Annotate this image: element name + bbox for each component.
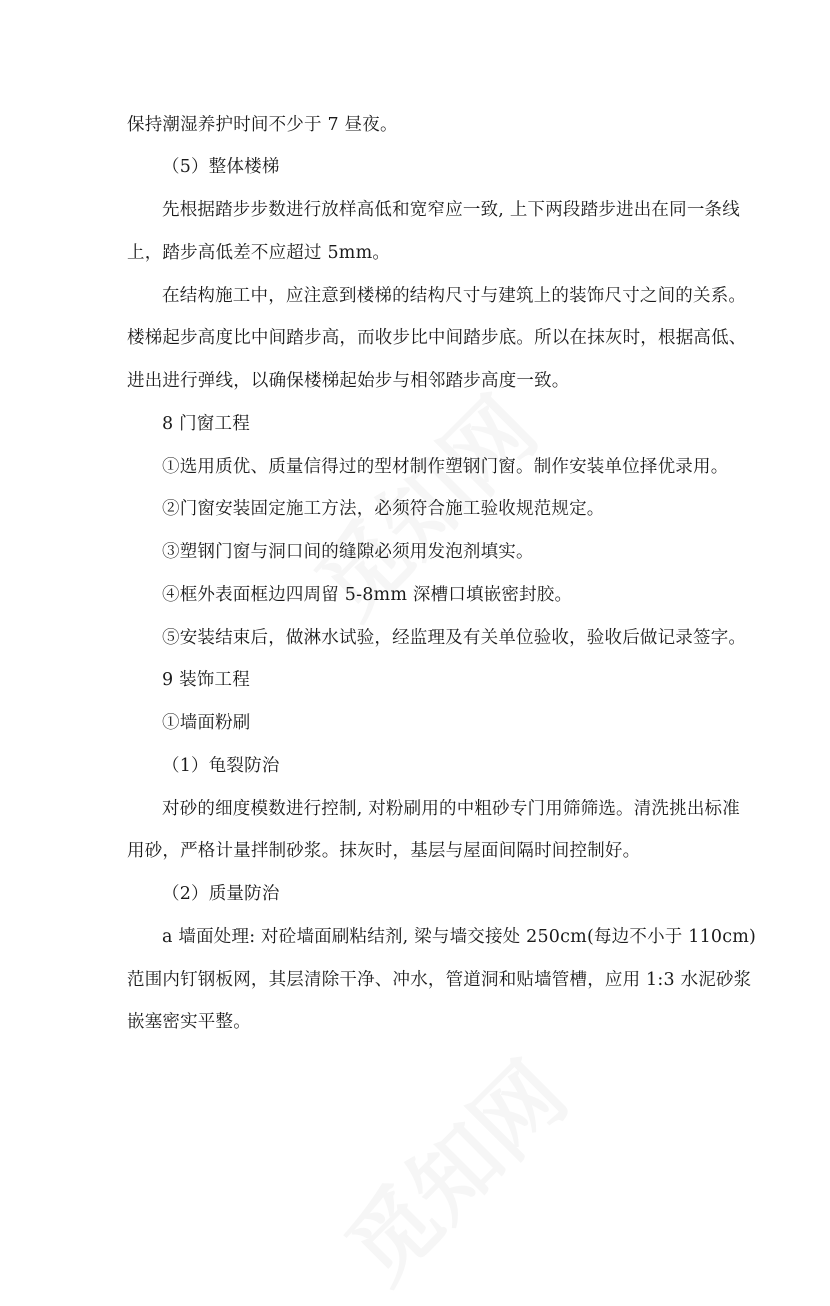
- paragraph-line: 对砂的细度模数进行控制, 对粉刷用的中粗砂专门用筛筛选。清洗挑出标准: [162, 799, 740, 819]
- list-item: ①墙面粉刷: [162, 713, 251, 733]
- paragraph-line: 保持潮湿养护时间不少于 7 昼夜。: [127, 115, 398, 135]
- list-item: ③塑钢门窗与洞口间的缝隙必须用发泡剂填实。: [162, 542, 534, 562]
- paragraph-line: 在结构施工中，应注意到楼梯的结构尺寸与建筑上的装饰尺寸之间的关系。: [162, 286, 747, 306]
- list-item: ①选用质优、质量信得过的型材制作塑钢门窗。制作安装单位择优录用。: [162, 457, 729, 477]
- paragraph-line: 嵌塞密实平整。: [127, 1012, 251, 1032]
- paragraph-line: 进出进行弹线，以确保楼梯起始步与相邻踏步高度一致。: [127, 371, 570, 391]
- subheading: （1）龟裂防治: [162, 756, 280, 776]
- subheading: （5）整体楼梯: [162, 157, 280, 177]
- paragraph-line: 范围内钉钢板网，其层清除干净、冲水，管道洞和贴墙管槽，应用 1:3 水泥砂浆: [127, 970, 752, 990]
- list-item: ⑤安装结束后，做淋水试验，经监理及有关单位验收，验收后做记录签字。: [162, 628, 747, 648]
- section-heading: 8 门窗工程: [162, 414, 250, 434]
- watermark: [314, 1030, 590, 1306]
- paragraph-line: a 墙面处理: 对砼墙面刷粘结剂, 梁与墙交接处 250cm(每边不小于 110cm): [162, 927, 757, 947]
- paragraph-line: 先根据踏步步数进行放样高低和宽窄应一致, 上下两段踏步进出在同一条线: [162, 200, 740, 220]
- paragraph-line: 上，踏步高低差不应超过 5mm。: [127, 243, 391, 263]
- subheading: （2）质量防治: [162, 884, 280, 904]
- paragraph-line: 楼梯起步高度比中间踏步高，而收步比中间踏步底。所以在抹灰时，根据高低、: [127, 328, 747, 348]
- list-item: ④框外表面框边四周留 5-8mm 深槽口填嵌密封胶。: [162, 585, 573, 605]
- paragraph-line: 用砂，严格计量拌制砂浆。抹灰时，基层与屋面间隔时间控制好。: [127, 841, 641, 861]
- list-item: ②门窗安装固定施工方法，必须符合施工验收规范规定。: [162, 499, 605, 519]
- section-heading: 9 装饰工程: [162, 670, 250, 690]
